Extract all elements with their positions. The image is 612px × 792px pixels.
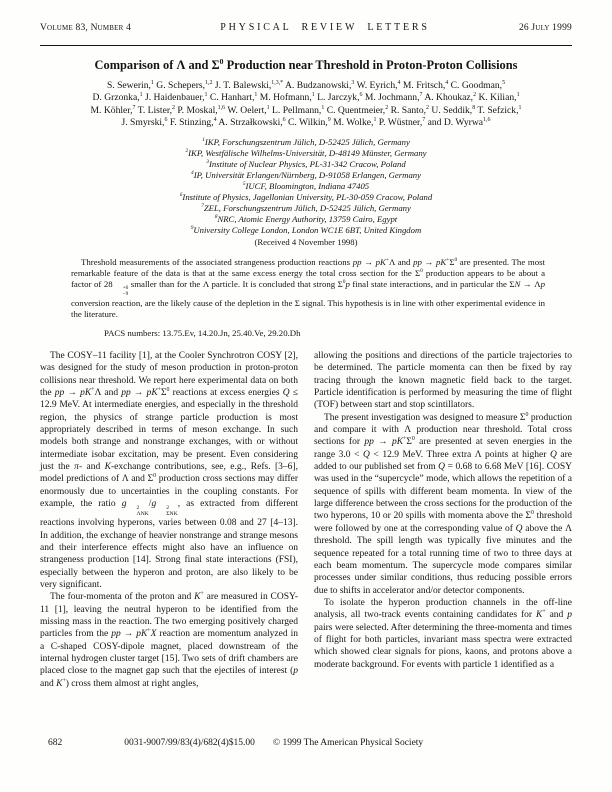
affiliation: $^3$Institute of Nuclear Physics, PL-31-342 Cracow, Poland [206, 158, 406, 169]
affiliation: $^9$University College London, London WC1E 6BT, United Kingdom [190, 224, 422, 235]
issue-date: 26 July 1999 [518, 23, 572, 33]
affiliation-list [30, 137, 582, 248]
affiliation: $^7$ZEL, Forschungszentrum Jülich, D-52425 Jülich, Germany [201, 202, 411, 213]
copyright-notice: © 1999 The American Physical Society [272, 738, 424, 748]
body-paragraph: The four-momenta of the proton and K+ are measured in COSY-11 [1], leaving the neutral hyperon to be identified from the missing mass in the reaction. The two emerging positively charged particles from the pp → pK+X reaction are momentum analyzed in a C-shaped COSY-dipole magnet, placed downstream of the internal hydrogen cluster target [15]. Two sets of drift chambers are placed close to the magnet gap such that the ejectiles of interest (p and K+) cross them almost at right angles, [40, 591, 298, 689]
header-rule [40, 45, 572, 46]
author-line: M. Köhler,$^7$ T. Lister,$^2$ P. Moskal,$^{1,6}$ W. Oelert,$^1$ L. Pellmann,$^1$ C. Quentmeier,$^2$ R. Santo,$^2$ U. Seddik,$^8$ T. Sefzick,$^1$ [90, 104, 522, 116]
author-line: D. Grzonka,$^1$ J. Haidenbauer,$^1$ C. Hanhart,$^1$ M. Hofmann,$^1$ L. Jarczyk,$^6$ M. Jochmann,$^7$ A. Khoukaz,$^2$ K. Kilian,$^1$ [92, 92, 520, 104]
body-paragraph: The present investigation was designed to measure $\Sigma^0$ production and compare it with Λ production near threshold. Total cross sections for pp → $pK^+\Sigma^0$ are presented at seven energies in the range 3.0 < Q < 12.9 MeV. Three extra Λ points at higher Q are added to our published set from Q = 0.68 to 6.68 MeV [16]. COSY was used in the “supercycle” mode, which allows the repetition of a sequence of spills with different beam momenta. In view of the large difference between the cross sections for the production of the two hyperons, 10 or 20 spills with momenta above the $\Sigma^0$ threshold were followed by one at the corresponding value of Q above the Λ threshold. The spill length was typically five minutes and the sequence repeated for a total running time of two to three days at each beam momentum. The supercycle mode compares similar processes under similar conditions, thus reducing possible errors due to shifts in accelerator and/or detector components. [314, 411, 572, 596]
received-date: (Received 4 November 1998) [254, 236, 358, 247]
journal-name: PHYSICAL REVIEW LETTERS [220, 22, 430, 33]
page-footer [40, 738, 572, 748]
author-line: S. Sewerin,$^1$ G. Schepers,$^{1,2}$ J. T. Balewski,$^{1,3,*}$ A. Budzanowski,$^3$ W. Eyrich,$^4$ M. Fritsch,$^4$ C. Goodman,$^5$ [106, 79, 506, 91]
volume-issue-label: Volume 83, Number 4 [40, 23, 132, 33]
publication-code: 0031-9007/99/83(4)/682(4)$15.00 [124, 738, 255, 748]
affiliation: $^6$Institute of Physics, Jagellonian University, PL-30-059 Cracow, Poland [179, 191, 433, 202]
affiliation: $^8$NRC, Atomic Energy Authority, 13759 Cairo, Egypt [214, 213, 398, 224]
affiliation: $^1$IKP, Forschungszentrum Jülich, D-52425 Jülich, Germany [202, 137, 410, 147]
paper-title: Comparison of Λ and $\Sigma^0$ Production near Threshold in Proton-Proton Collisions [94, 56, 518, 72]
pacs-numbers: PACS numbers: 13.75.Ev, 14.20.Jn, 25.40.Ve, 29.20.Dh [104, 328, 301, 338]
body-paragraph: To isolate the hyperon production channels in the off-line analysis, all two-track events containing candidates for K+ and p pairs were selected. After determining the three-momenta and times of flight for both particles, invariant mass spectra were extracted which showed clear signals for pions, kaons, and protons above a moderate background. For events with particle 1 identified as a [314, 597, 572, 670]
affiliation: $^2$IKP, Westfälische Wilhelms-Universität, D-48149 Münster, Germany [185, 147, 427, 158]
body-paragraph: allowing the positions and directions of the particle trajectories to be determined. The particle momenta can then be fixed by ray tracing through the known magnetic field back to the target. Particle identification is performed by measuring the time of flight (TOF) between start and stop scintillators. [314, 351, 572, 411]
author-line: J. Smyrski,$^6$ F. Stinzing,$^4$ A. Strzałkowski,$^6$ C. Wilkin,$^9$ M. Wolke,$^1$ P. Wüstner,$^7$ and D. Wyrwa$^{1,6}$ [121, 117, 491, 129]
page-number: 682 [48, 738, 63, 748]
body-paragraph: The COSY–11 facility [1], at the Cooler Synchrotron COSY [2], was designed for the study of meson production in proton-proton collisions near threshold. We report here experimental data on both the pp → pK+Λ and pp → $pK^+\Sigma^0$ reactions at excess energies Q ≤ 12.9 MeV. At intermediate energies, and especially in the threshold region, the physics of strange particle production is most appropriately described in terms of meson exchange. In such models both strange and nonstrange exchanges, with or without intermediate isobar excitation, may be present. Even considering just the π- and K-exchange contributions, see, e.g., Refs. [3–6], model predictions of Λ and $\Sigma^0$ production cross sections may differ enormously due to uncertainties in the coupling constants. For example, the ratio g 2 ΛNK /g 2 ΣNK , as extracted from different reactions involving hyperons, varies between 0.08 and 27 [4–13]. In addition, the exchange of heavier nonstrange and strange mesons and their interference effects might also have an influence on strangeness production [14]. Strong final state interactions (FSI), especially between the hyperon and proton, are also likely to be very significant. [40, 351, 299, 590]
left-column [40, 350, 298, 690]
journal-header [40, 22, 572, 33]
affiliation: $^4$IP, Universität Erlangen/Nürnberg, D-91058 Erlangen, Germany [191, 169, 421, 180]
right-column [314, 350, 572, 690]
abstract-text: Threshold measurements of the associated strangeness production reactions pp → pK+Λ and pp → $pK^+\Sigma^0$ are presented. The most remarkable feature of the data is that at the same excess energy the total cross section for the $\Sigma^0$ production appears to be about a factor of 28 +6 −9 smaller than for the Λ particle. It is concluded that strong $\Sigma^0p$ final state interactions, and in particular the ΣN → Λp conversion reaction, are the likely cause of the depletion in the Σ signal. This hypothesis is in line with other experimental evidence in the literature. [71, 257, 545, 319]
author-list [30, 80, 582, 130]
affiliation: $^5$IUCF, Bloomington, Indiana 47405 [242, 180, 370, 191]
body-columns [40, 350, 572, 690]
